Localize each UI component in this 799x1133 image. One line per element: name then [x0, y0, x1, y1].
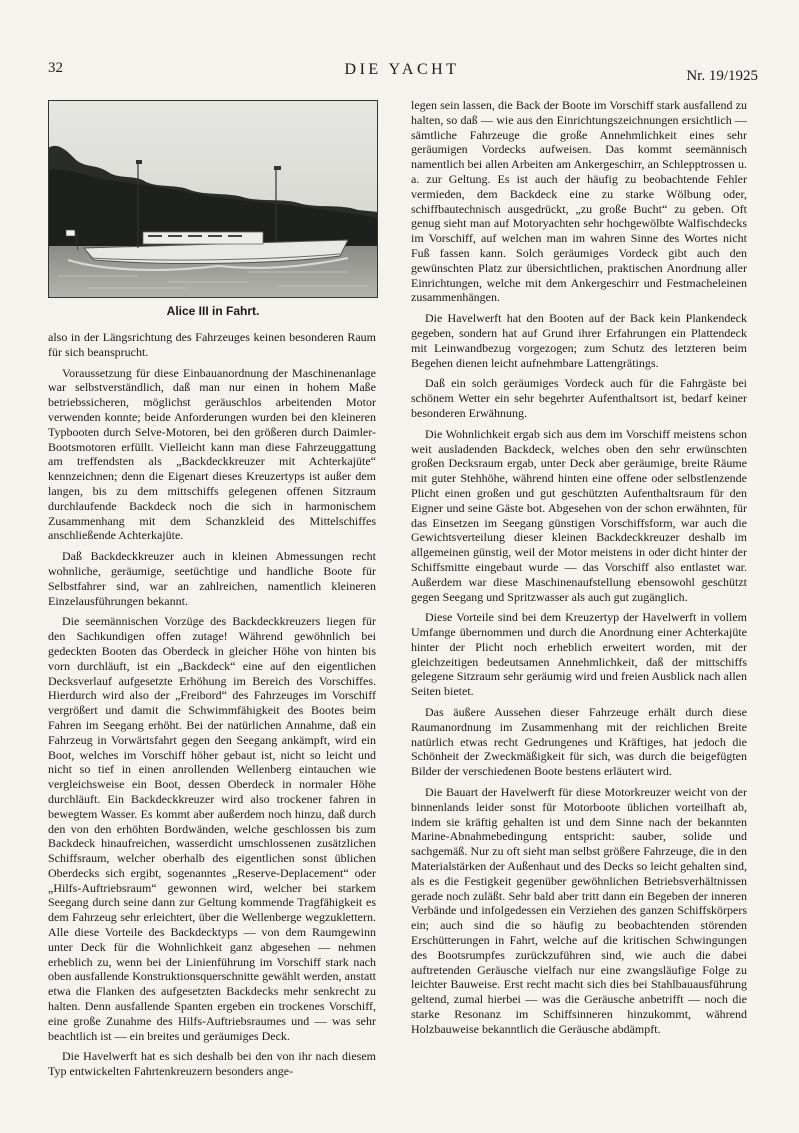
left-column: [48, 330, 376, 1085]
page-number: 32: [48, 60, 63, 76]
paragraph: Daß ein solch geräumiges Vordeck auch für die Fahrgäste bei schönem Wetter ein sehr begehrter Aufenthaltsort ist, bedarf keiner besonderen Erwähnung.: [411, 376, 747, 420]
paragraph: Diese Vorteile sind bei dem Kreuzertyp der Havelwerft in vollem Umfange übernommen und durch die Anordnung einer Achterkajüte hinter der Plicht noch erheblich erweitert worden, mit der gleichzeitigen bedeutsamen Annehmlichkeit, daß der mittschiffs gelegene Sitzraum sehr geräumig wird und freien Ausblick nach allen Seiten bietet.: [411, 610, 747, 699]
paragraph: Voraussetzung für diese Einbauanordnung der Maschinenanlage war selbstverständlich, daß man nur einen in hohem Maße betriebssicheren, möglichst geräuschlos arbeitenden Motor verwenden konnte; beide Anforderungen wurden bei den kleineren Typbooten durch Selve-Motoren, bei den größeren durch Daimler-Bootsmotoren erfüllt. Vielleicht kann man diese Fahrzeuggattung am treffendsten als „Backdeckkreuzer mit Achterkajüte“ kennzeichnen; denn die Eigenart dieses Kreuzertyps ist außer dem langen, bis zu dem mittschiffs gelegenen offenen Sitzraum durchlaufende Backdeck noch die sich in harmonischem Zusammenhang mit dem Schanzkleid des Mittelschiffes anschließende Achterkajüte.: [48, 365, 376, 543]
boat-figure: [48, 100, 378, 318]
figure-caption: Alice III in Fahrt.: [166, 304, 260, 318]
paragraph: Die seemännischen Vorzüge des Backdeckkreuzers liegen für den Sachkundigen offen zutage! Während gewöhnlich bei gedeckten Booten das Oberdeck in gleicher Höhe von hinten bis vorn durchläuft, ist ein „Backdeck“ eine auf den eigentlichen Decksverlauf aufgesetzte Erhöhung im Bereich des Vorschiffes. Hierdurch wird also der „Freibord“ des Fahrzeuges im Vorschiff vergrößert und damit die Schwimmfähigkeit des Bootes beim Fahren im Seegang erhöht. Bei der natürlichen Annahme, daß ein Fahrzeug in Vorwärtsfahrt gegen den Seegang ankämpft, wird ein Boot, welches im Vorschiff höher gebaut ist, nicht so leicht und nicht so tief in einen anrollenden Wellenberg eintauchen wie vergleichsweise ein Boot, dessen Oberdeck in normaler Höhe durchläuft. Ein Backdeckkreuzer wird also trockener fahren in bewegtem Wasser. Es kommt aber außerdem noch hinzu, daß durch den von den erhöhten Bordwänden, welche geschlossen bis zum Backdeck hinaufreichen, wasserdicht umschlossenen zusätzlichen Schiffsraum, welcher oberhalb des eigentlichen sonst üblichen Oberdecks sich ergibt, sogenanntes „Reserve-Deplacement“ oder „Hilfs-Auftriebsraum“ gewonnen wird, welcher bei starkem Seegang durch seine dann zur Geltung kommende Tragfähigkeit es dem Fahrzeug sehr erleichtert, über die Wellenberge wegzuklettern. Alle diese Vorteile des Backdecktyps — von dem Raumgewinn unter Deck für die Wohnlichkeit ganz abgesehen — nehmen erheblich zu, wenn bei der Linienführung im Vorschiff stark nach oben ausfallende Konstruktionsquerschnitte gewählt werden, anstatt etwa die Flanken des aufgesetzten Backdecks mehr senkrecht zu halten. Denn ausfallende Spanten ergeben ein trockenes Vorschiff, eine große Zunahme des Hilfs-Auftriebsraumes und — was sehr beachtlich ist — ein breites und geräumiges Deck.: [48, 614, 376, 1043]
paragraph: Das äußere Aussehen dieser Fahrzeuge erhält durch diese Raumanordnung im Zusammenhang mit der reichlichen Breite natürlich etwas recht Gedrungenes und Kräftiges, hat jedoch die Schönheit der Zweckmäßigkeit für sich, was durch die beigefügten Bilder der verschiedenen Boote bestens erläutert wird.: [411, 705, 747, 779]
paragraph: also in der Längsrichtung des Fahrzeuges keinen besonderen Raum für sich beansprucht.: [48, 330, 376, 359]
paragraph: legen sein lassen, die Back der Boote im Vorschiff stark ausfallend zu halten, so daß — wie aus den Einrichtungszeichnungen ersichtlich — sämtliche Fahrzeuge die große Annehmlichkeit eines sehr geräumigen Vordecks aufweisen. Das kommt seemännisch namentlich bei allen Arbeiten am Ankergeschirr, an Schlepptrossen u. a. zur Geltung. Es ist auch der häufig zu beobachtende Fehler vermieden, dem Backdeck eine zu starke Wölbung oder, schiffbautechnisch ausgedrückt, „zu große Bucht“ zu geben. Oft genug sieht man auf Motoryachten sehr hochgewölbte Walfischdecks im Vorschiff, auf welchen man im wahren Sinne des Wortes nicht Fuß fassen kann. Solch geräumiges Vordeck gibt auch den gewünschten Platz zur übersichtlichen, praktischen Anordnung aller Einrichtungen, welche mit dem Ankergeschirr und Festmacheleinen zusammenhängen.: [411, 98, 747, 305]
paragraph: Daß Backdeckkreuzer auch in kleinen Abmessungen recht wohnliche, geräumige, seetüchtige und handliche Boote für Selbstfahrer sind, war an zahlreichen, namentlich kleineren Einzelausführungen bekannt.: [48, 549, 376, 608]
issue-number: Nr. 19/1925: [686, 68, 758, 84]
right-column: [411, 98, 747, 1043]
paragraph: Die Havelwerft hat es sich deshalb bei den von ihr nach diesem Typ entwickelten Fahrtenkreuzern besonders ange-: [48, 1049, 376, 1079]
paragraph: Die Wohnlichkeit ergab sich aus dem im Vorschiff meistens schon weit ausladenden Backdeck, welches oben den sehr erwünschten großen Decksraum ergab, unter Deck aber geräumige, breite Räume mit guter Stehhöhe, während hinten eine offene oder selbstlenzende Plicht einen großen und gut geschützten Aufenthaltsraum für den Eigner und seine Gäste bot. Abgesehen von der schon erwähnten, für das Einsetzen im Seegang günstigen Vorschiffsform, war auch die Gewichtsverteilung dieser kleinen Backdeckkreuzer deshalb im allgemeinen günstig, weil der Motor meistens in oder dicht hinter der Schiffsmitte eingebaut wurde — das Vorschiff also entlastet war. Außerdem war diese Maschinenaufstellung ebensowohl geschützt gegen Seegang und Spritzwasser als auch gut zugänglich.: [411, 426, 747, 604]
magazine-title: DIE YACHT: [344, 61, 460, 78]
page-header: [46, 58, 758, 86]
paragraph: Die Havelwerft hat den Booten auf der Back kein Plankendeck gegeben, sondern hat auf Grund ihrer Erfahrungen ein Plattendeck mit Leinwandbezug vorgezogen; zum Schutz des letzteren beim Begehen dienen leicht aufnehmbare Lattengrätings.: [411, 311, 747, 370]
boat-photo: [48, 100, 378, 298]
paragraph: Die Bauart der Havelwerft für diese Motorkreuzer weicht von der binnenlands leider sonst für Motorboote üblichen vorteilhaft ab, indem sie kräftig gehalten ist und dem Sinne nach der bekannten Marine-Abnahmebedingung entspricht: sauber, solide und sachgemäß. Nur zu oft sieht man selbst größere Fahrzeuge, die in den Materialstärken der Außenhaut und des Decks so leicht gehalten sind, als es die Festigkeit gegenüber gewöhnlichen Betriebsverhältnissen gerade noch zuläßt. Sehr bald aber tritt dann ein Begeben der inneren Verbände und infolgedessen ein Verziehen des ganzen Schiffskörpers ein; auch sind die so häufig zu beobachtenden störenden Erschütterungen in Fahrt, welche auf die kritischen Schwingungen des Bootsrumpfes zurückzuführen sind, wie auch die dabei auftretenden Geräusche vielfach nur eine zwangsläufige Folge zu leichter Bauweise. Erst recht macht sich dies bei Stahlbauausführung geltend, zumal hierbei — was die Geräusche anbetrifft — noch die starke Resonanz im Schiffsinneren hinzukommt, während Holzbauweise bekanntlich die Geräusche abdämpft.: [411, 785, 747, 1036]
